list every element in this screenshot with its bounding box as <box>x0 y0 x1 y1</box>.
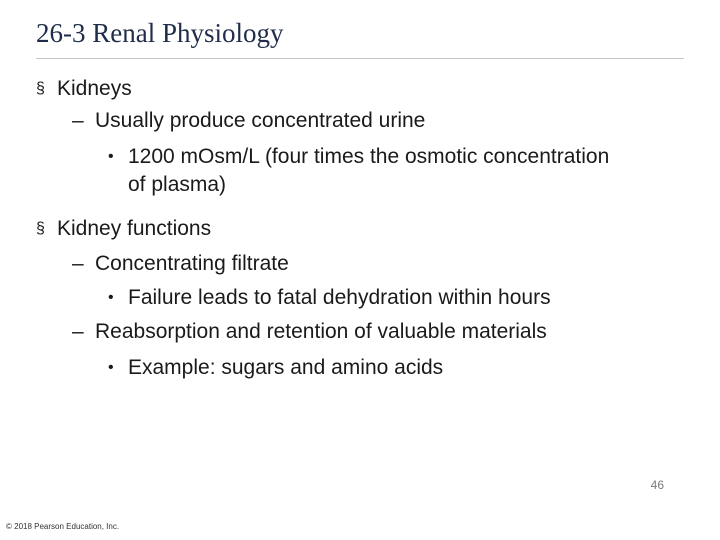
level3-dot-marker: • <box>108 359 114 376</box>
level3-dot-marker: • <box>108 289 114 306</box>
sub-sub-bullet-osmolarity-line2: of plasma) <box>128 173 227 196</box>
sub-sub-bullet-dehydration: Failure leads to fatal dehydration within hours <box>128 286 551 309</box>
level2-dash-marker: – <box>72 109 84 132</box>
sub-bullet-concentrated-urine: Usually produce concentrated urine <box>95 109 426 132</box>
bullet-kidney-functions: Kidney functions <box>57 217 212 240</box>
level2-dash-marker: – <box>72 320 84 343</box>
bullet-kidneys: Kidneys <box>57 77 132 100</box>
slide-title: 26-3 Renal Physiology <box>36 18 284 48</box>
sub-bullet-concentrating-filtrate: Concentrating filtrate <box>95 252 289 275</box>
sub-sub-bullet-osmolarity-line1: 1200 mOsm/L (four times the osmotic concentration <box>128 145 610 168</box>
level2-dash-marker: – <box>72 252 84 275</box>
sub-bullet-reabsorption: Reabsorption and retention of valuable materials <box>95 320 547 343</box>
level1-bullet-marker: § <box>36 80 45 97</box>
copyright-notice: © 2018 Pearson Education, Inc. <box>6 522 120 531</box>
title-divider <box>36 58 684 59</box>
level1-bullet-marker: § <box>36 220 45 237</box>
level3-dot-marker: • <box>108 148 114 165</box>
sub-sub-bullet-sugars-amino-acids: Example: sugars and amino acids <box>128 356 444 379</box>
page-number: 46 <box>650 478 664 492</box>
